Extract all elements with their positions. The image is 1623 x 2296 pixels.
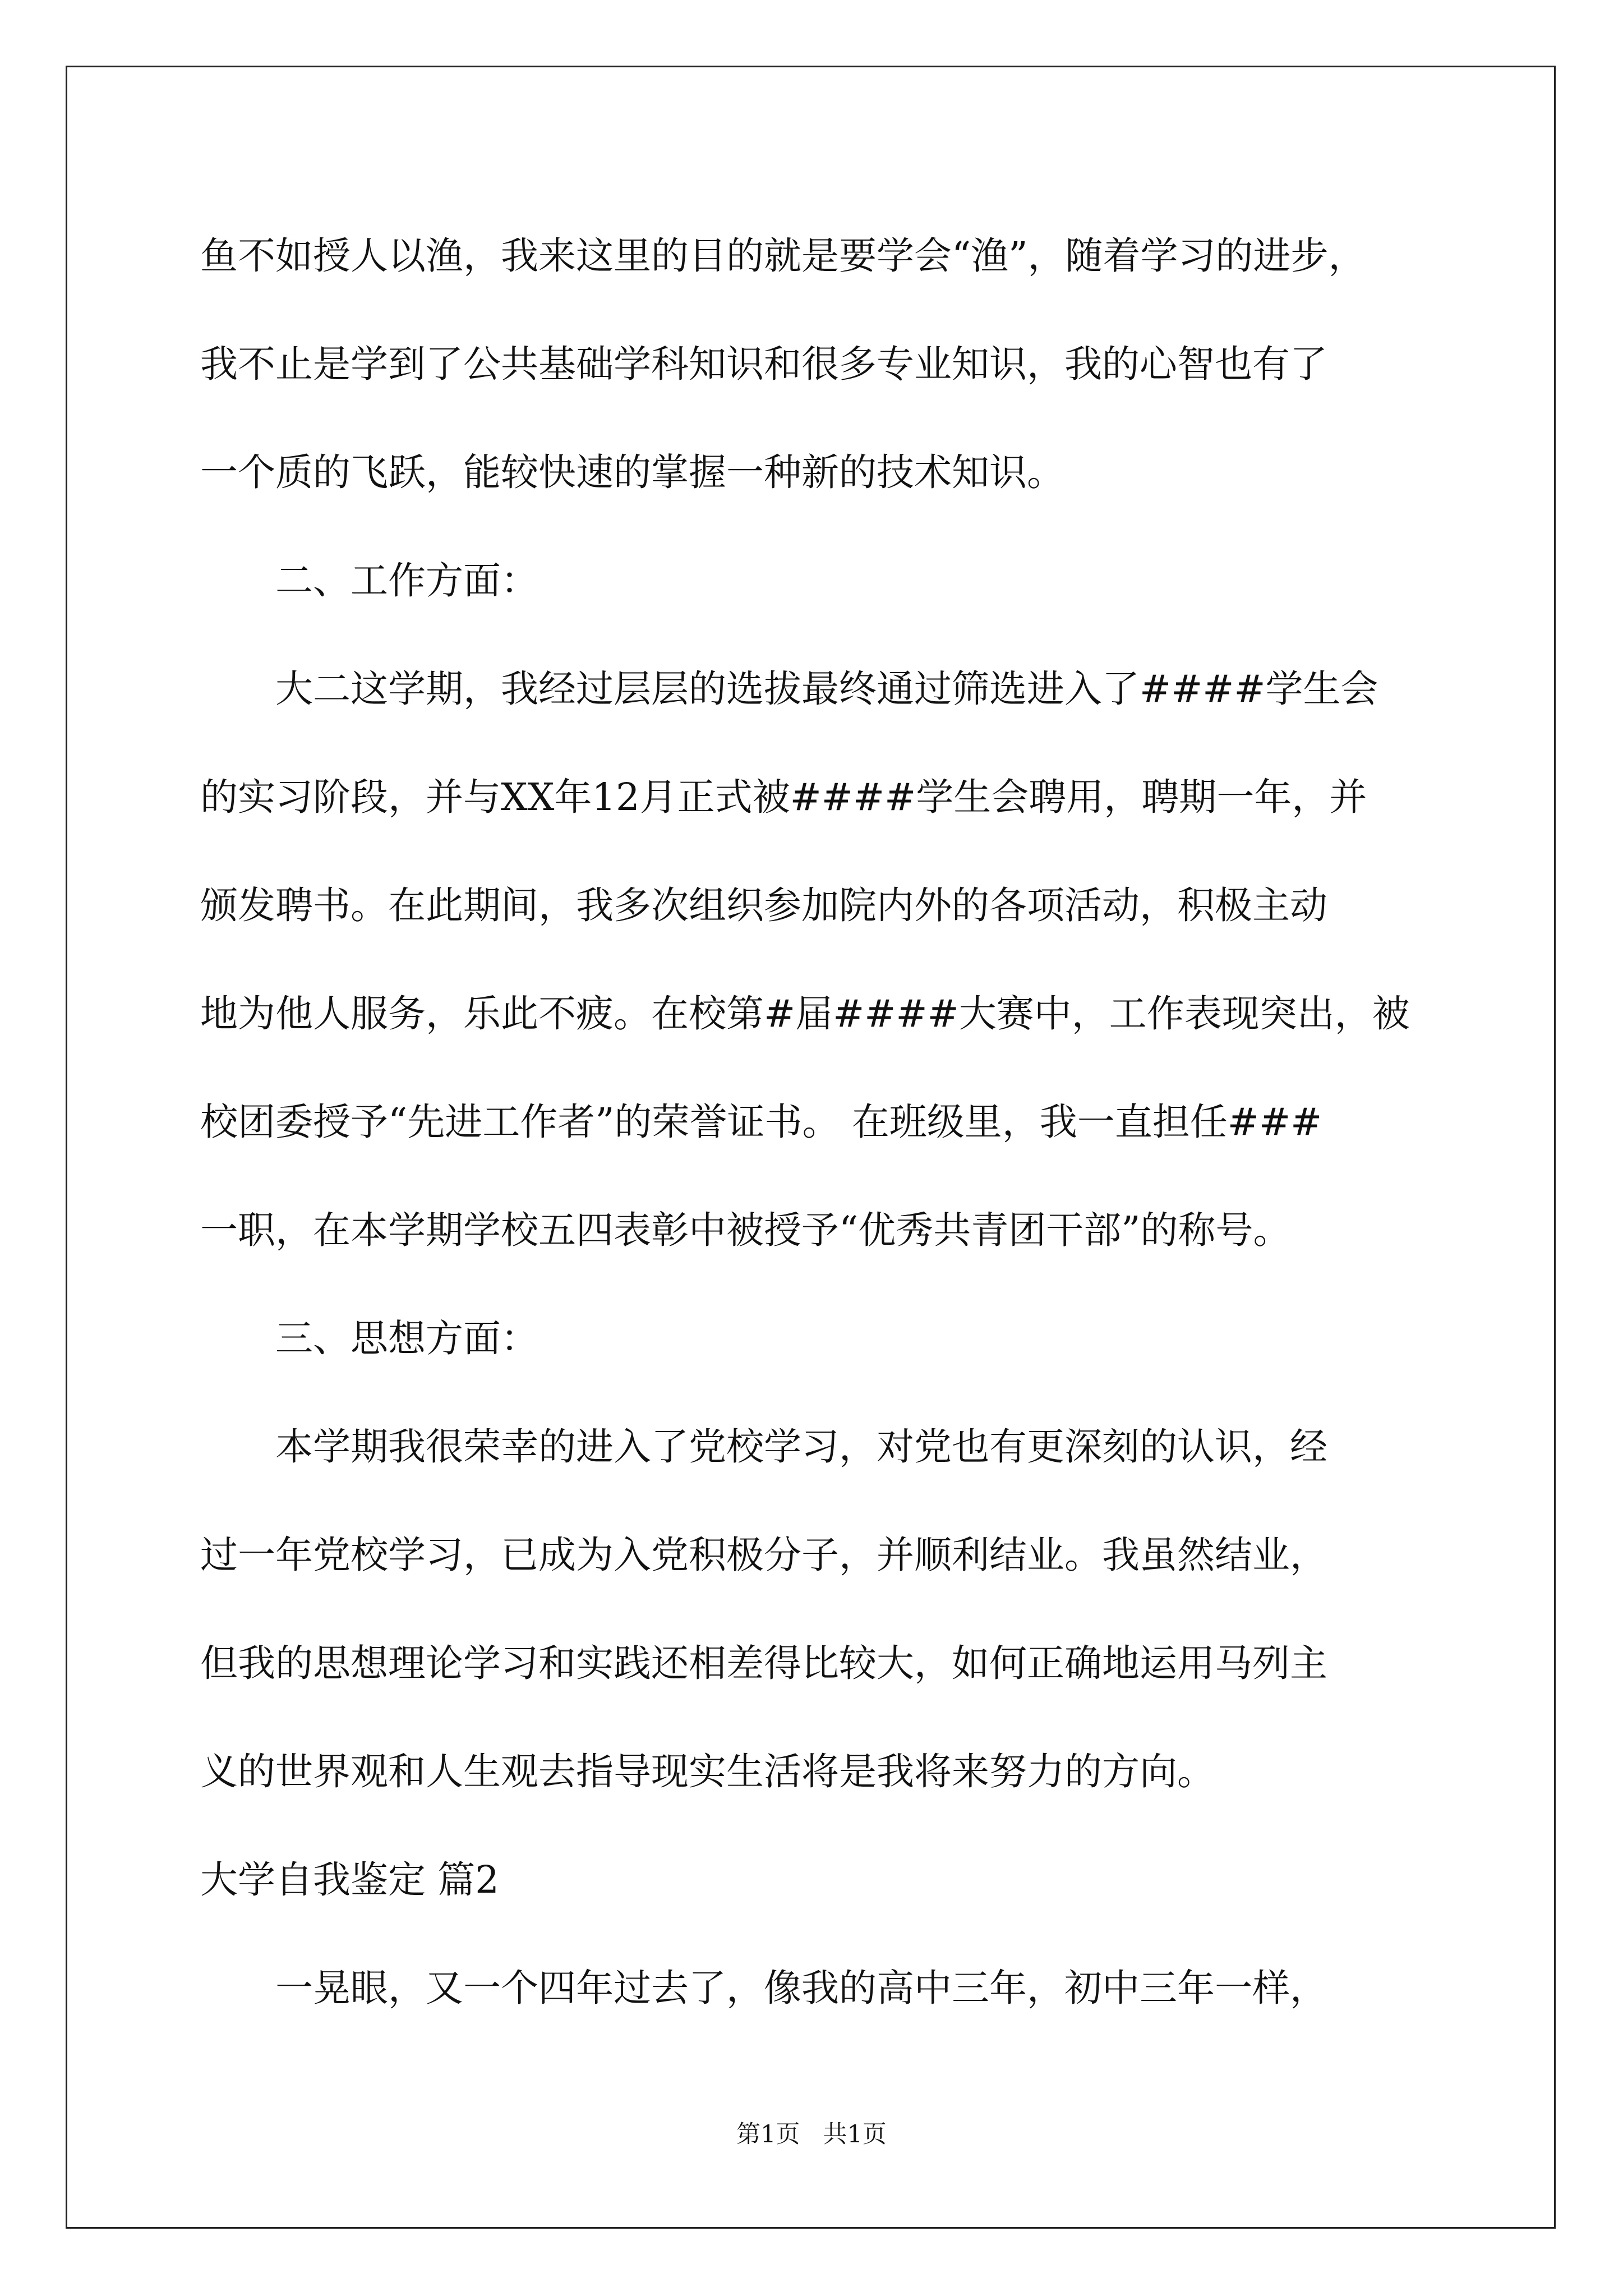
paragraph-line: 鱼不如授人以渔，我来这里的目的就是要学会“渔”，随着学习的进步， (200, 234, 1366, 278)
paragraph-line: 过一年党校学习，已成为入党积极分子，并顺利结业。我虽然结业， (200, 1533, 1327, 1577)
paragraph-line: 一个质的飞跃，能较快速的掌握一种新的技术知识。 (200, 450, 1064, 494)
paragraph-line: 校团委授予“先进工作者”的荣誉证书。 在班级里，我一直担任### (200, 1100, 1322, 1144)
document-body (200, 202, 1434, 2042)
section-heading-work: 二、工作方面： (275, 559, 538, 602)
section-heading-thought: 三、思想方面： (275, 1317, 538, 1360)
paragraph-line: 大二这学期，我经过层层的选拔最终通过筛选进入了####学生会 (275, 667, 1378, 711)
page-number-footer: 第1页 共1页 (736, 2120, 887, 2148)
paragraph-line: 颁发聘书。在此期间，我多次组织参加院内外的各项活动，积极主动 (200, 884, 1327, 927)
article-title: 大学自我鉴定 篇2 (200, 1858, 499, 1902)
paragraph-line: 的实习阶段，并与XX年12月正式被####学生会聘用，聘期一年，并 (200, 775, 1367, 819)
paragraph-line: 一职，在本学期学校五四表彰中被授予“优秀共青团干部”的称号。 (200, 1208, 1291, 1252)
paragraph-line: 义的世界观和人生观去指导现实生活将是我将来努力的方向。 (200, 1750, 1215, 1793)
paragraph-line: 我不止是学到了公共基础学科知识和很多专业知识，我的心智也有了 (200, 342, 1327, 386)
paragraph-line: 地为他人服务，乐此不疲。在校第#届####大赛中，工作表现突出，被 (200, 992, 1410, 1036)
paragraph-line: 本学期我很荣幸的进入了党校学习，对党也有更深刻的认识，经 (275, 1425, 1327, 1469)
paragraph-line: 一晃眼，又一个四年过去了，像我的高中三年，初中三年一样， (275, 1966, 1327, 2010)
paragraph-line: 但我的思想理论学习和实践还相差得比较大，如何正确地运用马列主 (200, 1641, 1327, 1685)
